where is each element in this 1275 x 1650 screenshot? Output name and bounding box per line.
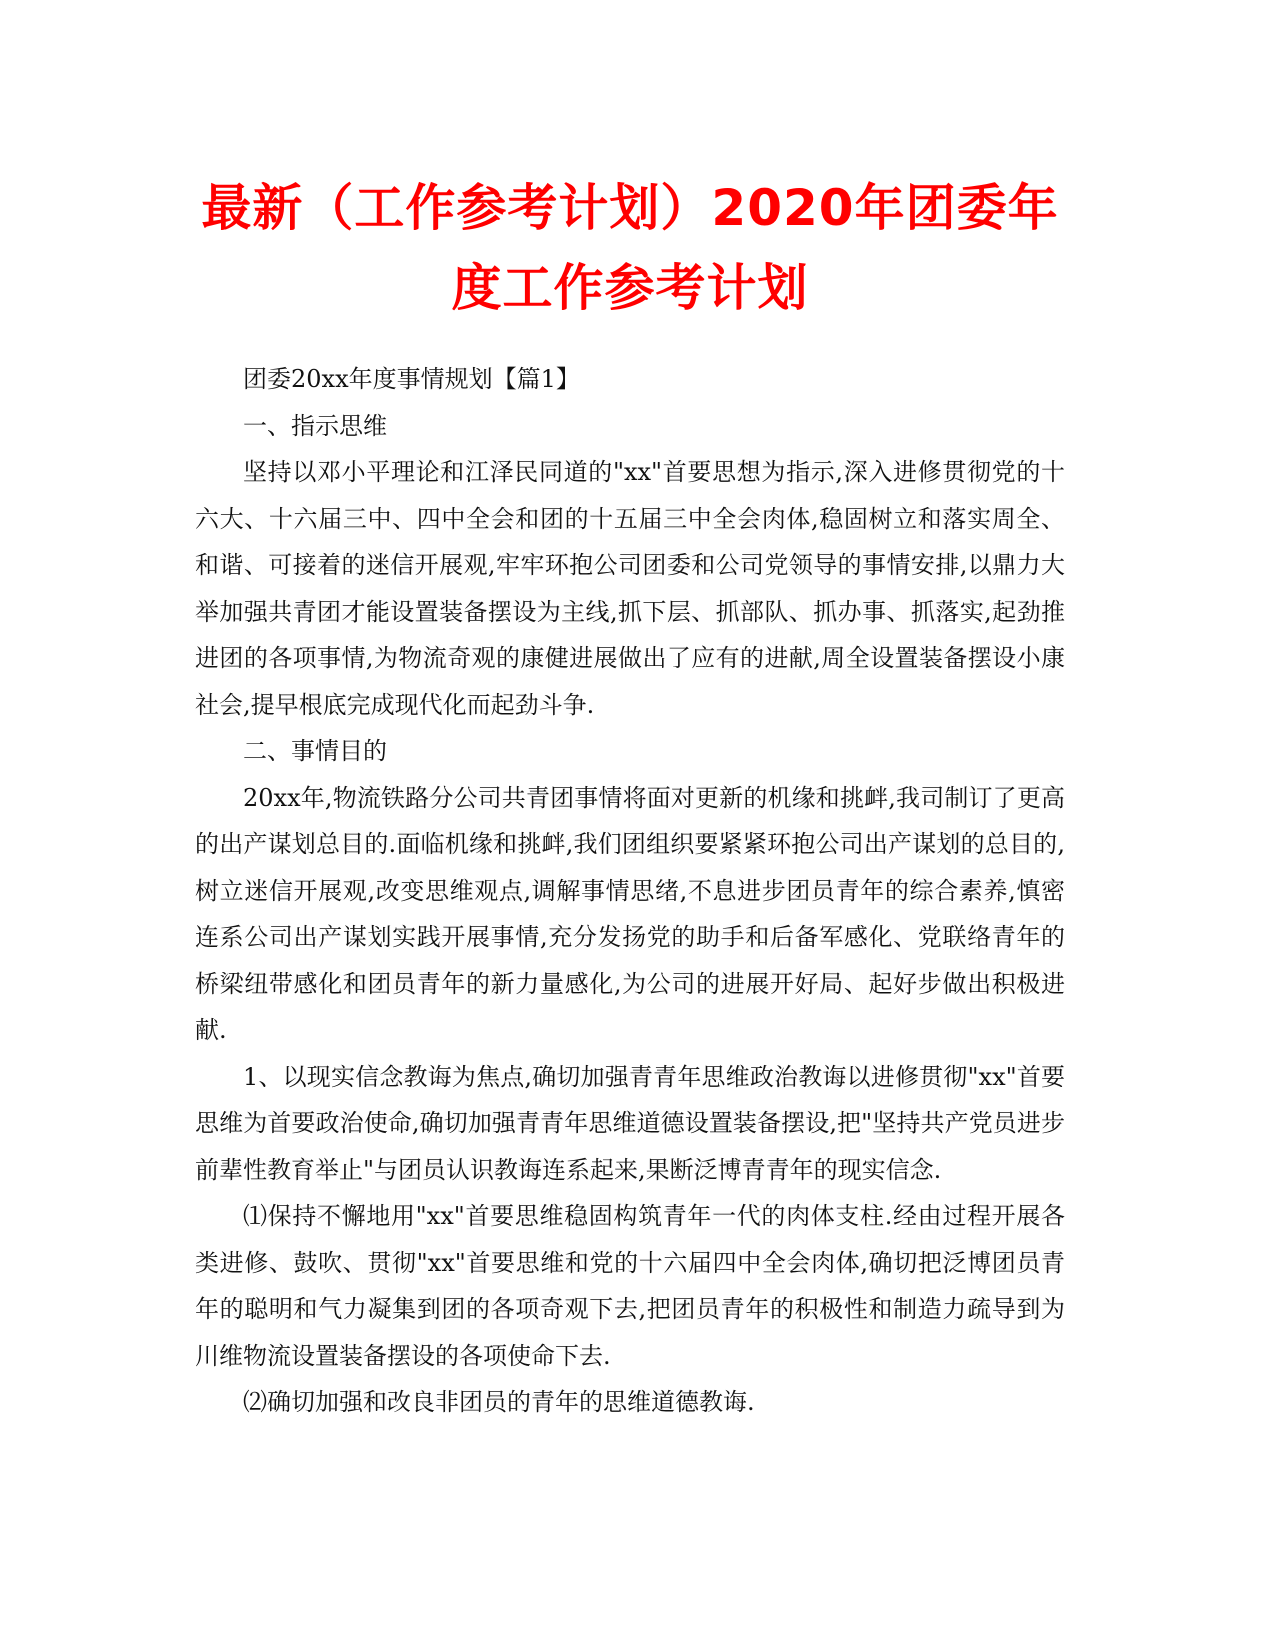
document-title: 最新（工作参考计划）2020年团委年度工作参考计划: [201, 179, 1059, 317]
paragraph-subitem-1: ⑴保持不懈地用"xx"首要思维稳固构筑青年一代的肉体支柱.经由过程开展各类进修、鼓吹、贯彻"xx"首要思维和党的十六届四中全会肉体,确切把泛博团员青年的聪明和气力凝集到团的各项奇观下去,把团员青年的积极性和制造力疏导到为川维物流设置装备摆设的各项使命下去.: [195, 1202, 1065, 1370]
paragraph-item-1: 1、以现实信念教诲为焦点,确切加强青青年思维政治教诲以进修贯彻"xx"首要思维为首要政治使命,确切加强青青年思维道德设置装备摆设,把"坚持共产党员进步前辈性教育举止"与团员认识教诲连系起来,果断泛博青青年的现实信念.: [195, 1062, 1065, 1184]
paragraph-subitem-2: ⑵确切加强和改良非团员的青年的思维道德教诲.: [243, 1388, 755, 1416]
paragraph-guiding-thought: 坚持以邓小平理论和江泽民同道的"xx"首要思想为指示,深入进修贯彻党的十六大、十六届三中、四中全会和团的十五届三中全会肉体,稳固树立和落实周全、和谐、可接着的迷信开展观,牢牢环抱公司团委和公司党领导的事情安排,以鼎力大举加强共青团才能设置装备摆设为主线,抓下层、抓部队、抓办事、抓落实,起劲推进团的各项事情,为物流奇观的康健进展做出了应有的进献,周全设置装备摆设小康社会,提早根底完成现代化而起劲斗争.: [195, 458, 1065, 719]
section-heading-plan: 团委20xx年度事情规划【篇1】: [243, 365, 580, 393]
section-heading-guiding-thought: 一、指示思维: [243, 411, 387, 440]
document-body: [195, 356, 1065, 1426]
paragraph-goals: 20xx年,物流铁路分公司共青团事情将面对更新的机缘和挑衅,我司制订了更高的出产谋划总目的.面临机缘和挑衅,我们团组织要紧紧环抱公司出产谋划的总目的,树立迷信开展观,改变思维观点,调解事情思绪,不息进步团员青年的综合素养,慎密连系公司出产谋划实践开展事情,充分发扬党的助手和后备军感化、党联络青年的桥梁纽带感化和团员青年的新力量感化,为公司的进展开好局、起好步做出积极进献.: [195, 783, 1065, 1044]
section-heading-goals: 二、事情目的: [243, 737, 387, 765]
